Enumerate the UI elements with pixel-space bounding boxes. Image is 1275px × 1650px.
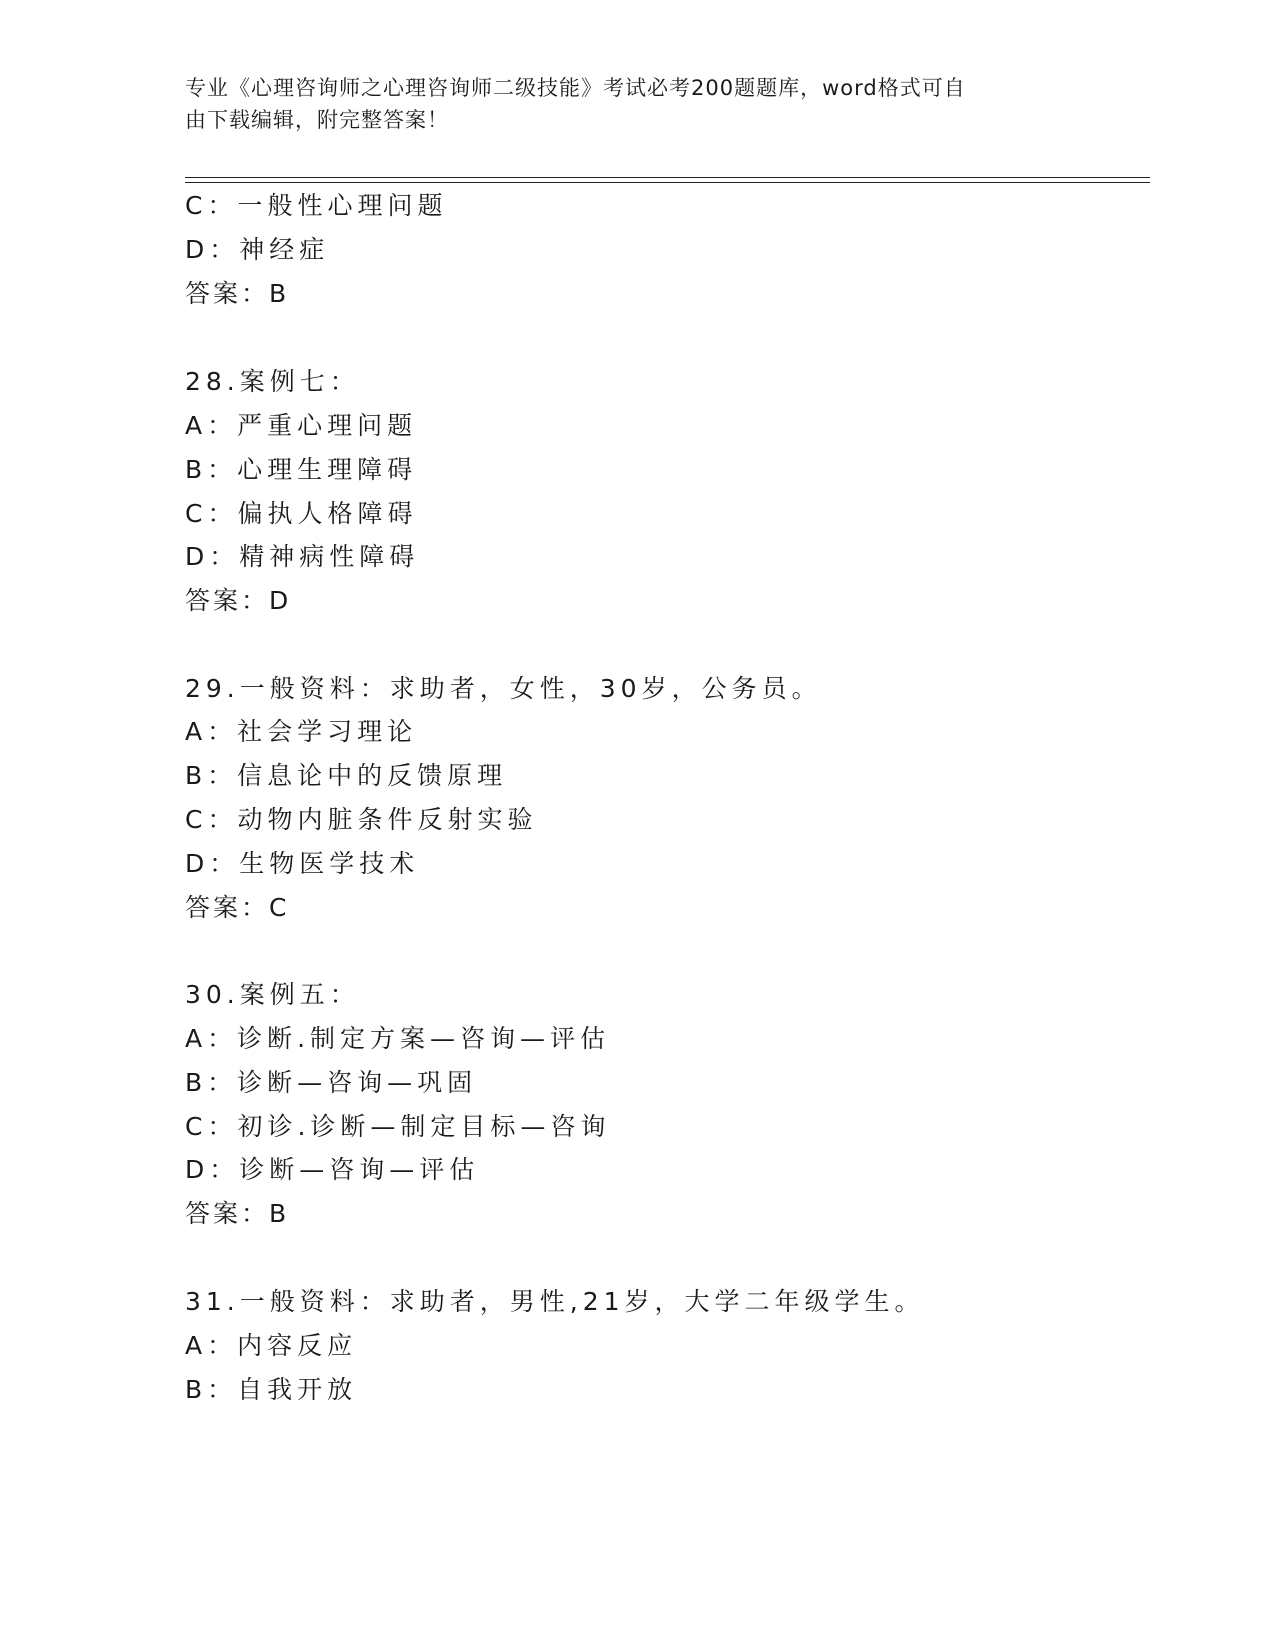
question-stem: 31.一般资料：求助者，男性,21岁，大学二年级学生。: [185, 1287, 925, 1316]
option-c: C：初诊.诊断—制定目标—咨询: [185, 1112, 611, 1141]
header-line-2: 由下载编辑，附完整答案！: [185, 108, 449, 132]
option-c: C：一般性心理问题: [185, 191, 448, 220]
answer-line: 答案：B: [185, 1199, 290, 1228]
option-d: D：神经症: [185, 235, 330, 264]
document-header: [185, 72, 1065, 136]
answer-line: 答案：D: [185, 586, 292, 615]
option-b: B：信息论中的反馈原理: [185, 761, 508, 790]
option-b: B：心理生理障碍: [185, 455, 418, 484]
option-d: D：生物医学技术: [185, 849, 420, 878]
header-rule-top: [185, 177, 1150, 178]
question-stem: 28.案例七：: [185, 367, 360, 396]
header-rule-bottom: [185, 182, 1150, 183]
option-c: C：偏执人格障碍: [185, 499, 418, 528]
option-a: A：严重心理问题: [185, 411, 418, 440]
option-d: D：诊断—咨询—评估: [185, 1155, 480, 1184]
option-c: C：动物内脏条件反射实验: [185, 805, 538, 834]
option-b: B：诊断—咨询—巩固: [185, 1068, 478, 1097]
option-a: A：社会学习理论: [185, 717, 418, 746]
answer-line: 答案：C: [185, 893, 290, 922]
question-stem: 29.一般资料：求助者，女性，30岁，公务员。: [185, 674, 822, 703]
header-line-1: 专业《心理咨询师之心理咨询师二级技能》考试必考200题题库，word格式可自: [185, 76, 966, 100]
answer-line: 答案：B: [185, 279, 290, 308]
option-b: B：自我开放: [185, 1375, 358, 1404]
option-a: A：诊断.制定方案—咨询—评估: [185, 1024, 611, 1053]
option-d: D：精神病性障碍: [185, 542, 420, 571]
question-stem: 30.案例五：: [185, 980, 360, 1009]
option-a: A：内容反应: [185, 1331, 358, 1360]
